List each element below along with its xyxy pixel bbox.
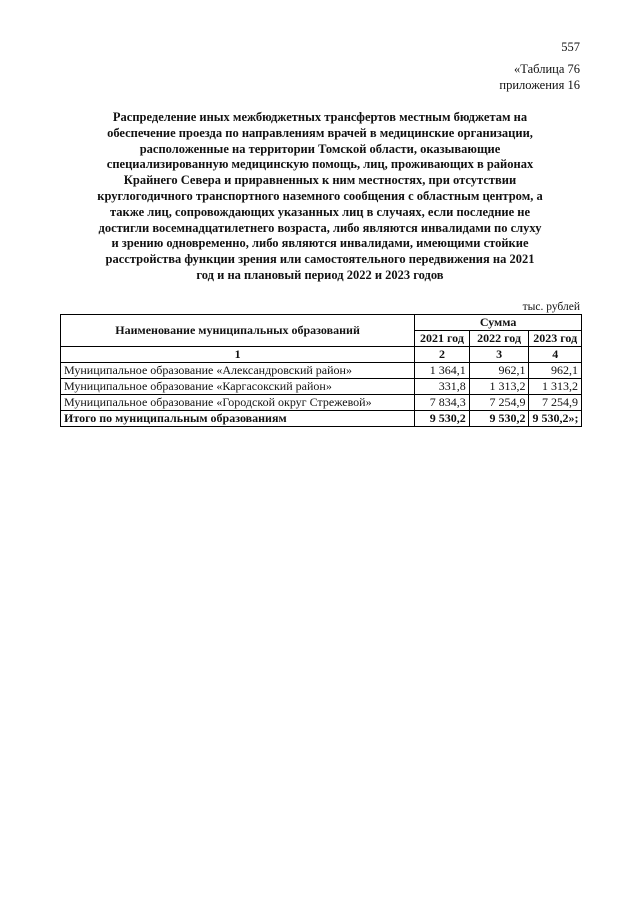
document-title — [58, 110, 582, 284]
title-line: год и на плановый период 2022 и 2023 годов — [196, 267, 444, 282]
value-2022: 962,1 — [469, 363, 529, 379]
table-row — [61, 363, 582, 379]
column-number: 3 — [469, 347, 529, 363]
header-year-2022: 2022 год — [469, 331, 529, 347]
appendix-table-label: «Таблица 76 — [514, 62, 580, 76]
table-row — [61, 379, 582, 395]
value-2022: 1 313,2 — [469, 379, 529, 395]
title-line: достигли восемнадцатилетнего возраста, либо являются инвалидами по слуху — [98, 220, 542, 235]
column-number: 1 — [61, 347, 415, 363]
title-line: специализированную медицинскую помощь, лиц, проживающих в районах — [106, 157, 534, 172]
column-number: 2 — [415, 347, 470, 363]
value-2021: 7 834,3 — [415, 395, 470, 411]
appendix-annex-label: приложения 16 — [499, 78, 580, 92]
title-line: Распределение иных межбюджетных трансфертов местным бюджетам на — [112, 110, 528, 124]
total-2023: 9 530,2»; — [529, 411, 582, 427]
table-header-row — [61, 315, 582, 331]
municipality-name: Муниципальное образование «Городской округ Стрежевой» — [61, 395, 415, 411]
total-2021: 9 530,2 — [415, 411, 470, 427]
title-line: Крайнего Севера и приравненных к ним местностях, при отсутствии — [123, 173, 517, 188]
value-2021: 1 364,1 — [415, 363, 470, 379]
header-year-2021: 2021 год — [415, 331, 470, 347]
municipality-name: Муниципальное образование «Александровский район» — [61, 363, 415, 379]
value-2023: 962,1 — [529, 363, 582, 379]
column-numbers-row — [61, 347, 582, 363]
total-2022: 9 530,2 — [469, 411, 529, 427]
header-sum: Сумма — [415, 315, 582, 331]
title-line: обеспечение проезда по направлениям врачей в медицинские организации, — [107, 125, 533, 140]
table-row — [61, 395, 582, 411]
column-number: 4 — [529, 347, 582, 363]
municipality-name: Муниципальное образование «Каргасокский район» — [61, 379, 415, 395]
value-2023: 1 313,2 — [529, 379, 582, 395]
total-row — [61, 411, 582, 427]
title-line: и зрению одновременно, либо являются инвалидами, имеющими стойкие — [111, 236, 529, 251]
total-label: Итого по муниципальным образованиям — [61, 411, 415, 427]
page-number: 557 — [561, 40, 580, 54]
transfers-table — [60, 314, 582, 427]
title-line: круглогодичного транспортного наземного сообщения с областным центром, а — [97, 188, 543, 203]
header-municipality: Наименование муниципальных образований — [61, 315, 415, 347]
title-line: также лиц, сопровождающих указанных лиц в случаях, если последние не — [109, 204, 531, 219]
value-2022: 7 254,9 — [469, 395, 529, 411]
value-2021: 331,8 — [415, 379, 470, 395]
units-label: тыс. рублей — [522, 301, 580, 313]
appendix-reference — [380, 61, 580, 93]
title-line: расстройства функции зрения или самостоятельного передвижения на 2021 — [105, 252, 535, 267]
header-year-2023: 2023 год — [529, 331, 582, 347]
title-line: расположенные на территории Томской области, оказывающие — [139, 141, 501, 156]
value-2023: 7 254,9 — [529, 395, 582, 411]
